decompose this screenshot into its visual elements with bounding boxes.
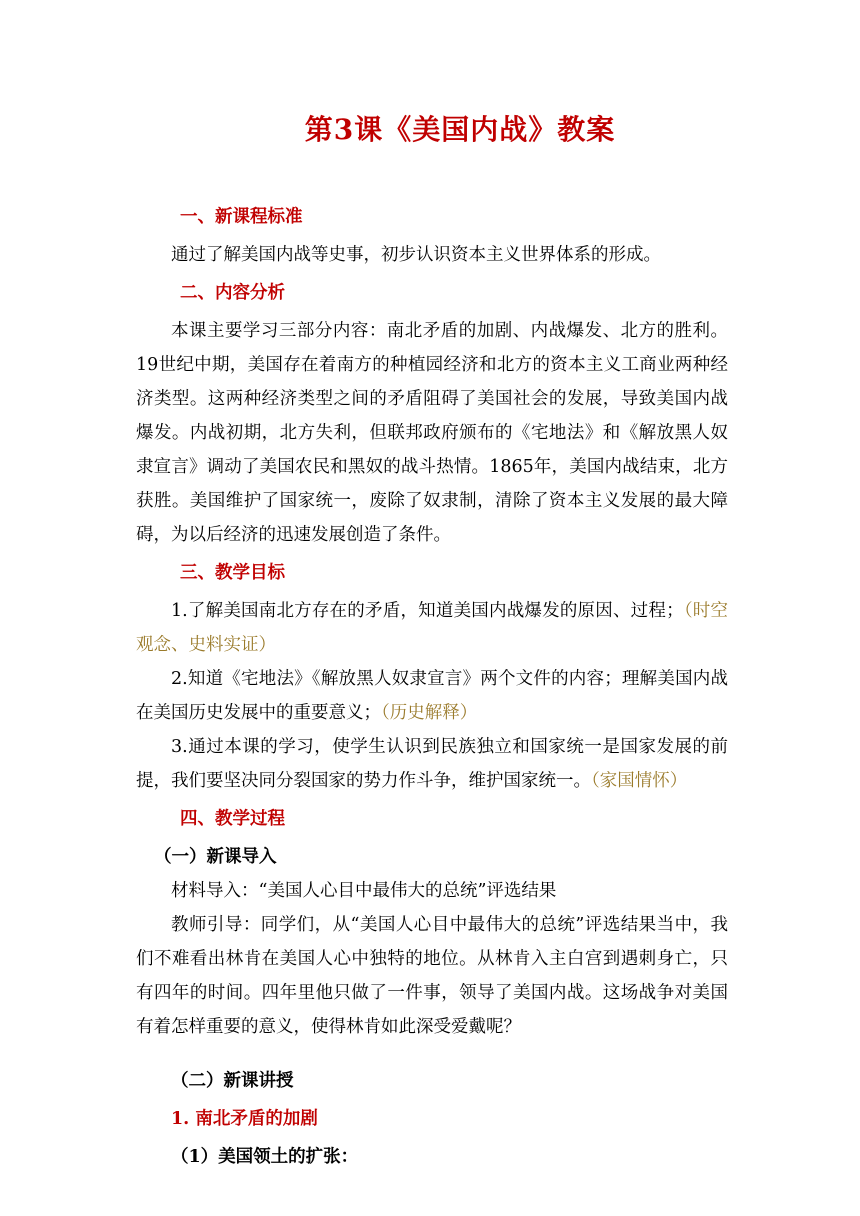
point-north-south-conflict: 1. 南北矛盾的加剧 — [171, 1109, 318, 1129]
subheading-new-lesson-intro: （一）新课导入 — [154, 847, 277, 867]
teaching-goal-3 — [136, 730, 728, 798]
curriculum-standard-text: 通过了解美国内战等史事，初步认识资本主义世界体系的形成。 — [171, 245, 661, 265]
content-analysis-text: 本课主要学习三部分内容：南北矛盾的加剧、内战爆发、北方的胜利。19世纪中期，美国存在着南方的种植园经济和北方的资本主义工商业两种经济类型。这两种经济类型之间的矛盾阻碍了美国社会的发展，导致美国内战爆发。内战初期，北方失利，但联邦政府颁布的《宅地法》和《解放黑人奴隶宣言》调动了美国农民和黑奴的战斗热情。1865年，美国内战结束，北方获胜。美国维护了国家统一，废除了奴隶制，清除了资本主义发展的最大障碍，为以后经济的迅速发展创造了条件。 — [136, 321, 728, 545]
section-heading-teaching-goals: 三、教学目标 — [180, 563, 285, 583]
document-title: 第3课《美国内战》教案 — [304, 113, 616, 146]
teaching-goal-2-text: 2.知道《宅地法》《解放黑人奴隶宣言》两个文件的内容；理解美国内战在美国历史发展中的重要意义； — [136, 669, 728, 723]
document-body — [136, 200, 728, 1174]
spacer — [136, 1044, 728, 1056]
teacher-guidance-text: 教师引导：同学们，从“美国人心目中最伟大的总统”评选结果当中，我们不难看出林肯在美国人心中独特的地位。从林肯入主白宫到遇刺身亡，只有四年的时间。四年里他只做了一件事，领导了美国内战。这场战争对美国有着怎样重要的意义，使得林肯如此深受爱戴呢？ — [136, 915, 728, 1037]
teaching-goal-1 — [136, 594, 728, 662]
teaching-goal-1-note: （时空观念、史料实证） — [136, 601, 728, 655]
material-intro-text: 材料导入：“美国人心目中最伟大的总统”评选结果 — [171, 881, 557, 901]
teaching-goal-3-note: （家国情怀） — [591, 771, 688, 791]
teaching-goal-1-text: 1.了解美国南北方存在的矛盾，知道美国内战爆发的原因、过程； — [171, 601, 684, 621]
teaching-goal-2-note: （历史解释） — [381, 703, 478, 723]
teaching-goal-2 — [136, 662, 728, 730]
teaching-goal-3-text: 3.通过本课的学习，使学生认识到民族独立和国家统一是国家发展的前提，我们要坚决同分裂国家的势力作斗争，维护国家统一。 — [136, 737, 728, 791]
section-heading-curriculum-standard: 一、新课程标准 — [180, 207, 303, 227]
section-heading-teaching-process: 四、教学过程 — [180, 809, 285, 829]
subheading-new-lesson-teaching: （二）新课讲授 — [171, 1071, 294, 1091]
point-territory-expansion: （1）美国领土的扩张： — [171, 1147, 359, 1167]
section-heading-content-analysis: 二、内容分析 — [180, 283, 285, 303]
